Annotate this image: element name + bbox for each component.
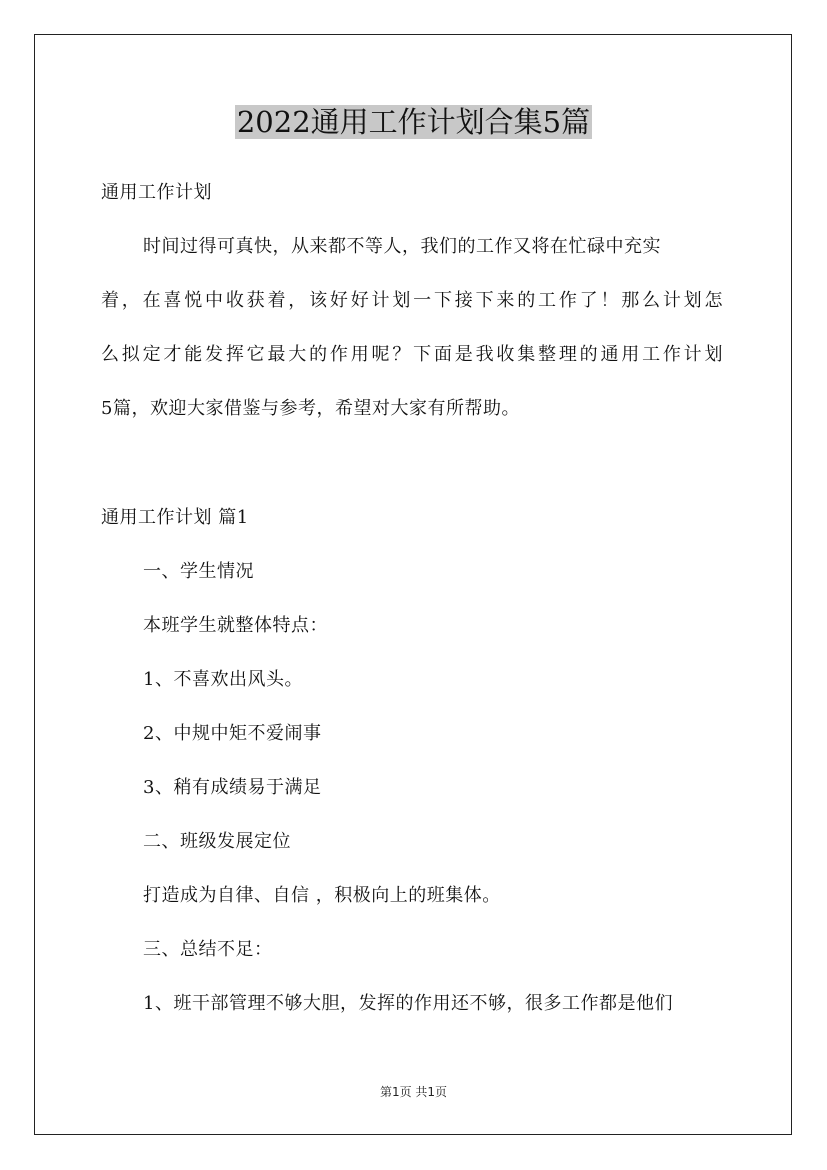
section-heading: 通用工作计划 篇1	[101, 507, 249, 528]
section-line-4: 2、中规中矩不爱闹事	[143, 723, 322, 744]
section-line-2: 本班学生就整体特点：	[143, 615, 328, 636]
section-line-3: 1、不喜欢出风头。	[143, 669, 303, 690]
page-footer: 第1页 共1页	[379, 1085, 448, 1099]
section-line-9: 1、班干部管理不够大胆，发挥的作用还不够，很多工作都是他们	[143, 993, 673, 1014]
intro-paragraph-line-2: 着，在喜悦中收获着，该好好计划一下接下来的工作了！那么计划怎	[101, 290, 723, 311]
intro-paragraph-line-1: 时间过得可真快，从来都不等人，我们的工作又将在忙碌中充实	[143, 236, 661, 257]
intro-paragraph-line-3: 么拟定才能发挥它最大的作用呢？下面是我收集整理的通用工作计划	[101, 344, 723, 365]
section-line-5: 3、稍有成绩易于满足	[143, 777, 322, 798]
intro-paragraph-line-4: 5篇，欢迎大家借鉴与参考，希望对大家有所帮助。	[101, 398, 520, 419]
section-line-6: 二、班级发展定位	[143, 831, 291, 852]
section-line-1: 一、学生情况	[143, 561, 254, 582]
document-title	[0, 100, 827, 144]
document-title-text: 2022通用工作计划合集5篇	[236, 105, 591, 139]
intro-heading: 通用工作计划	[101, 182, 212, 203]
section-line-8: 三、总结不足：	[143, 939, 273, 960]
section-line-7: 打造成为自律、自信 ，积极向上的班集体。	[143, 885, 501, 906]
